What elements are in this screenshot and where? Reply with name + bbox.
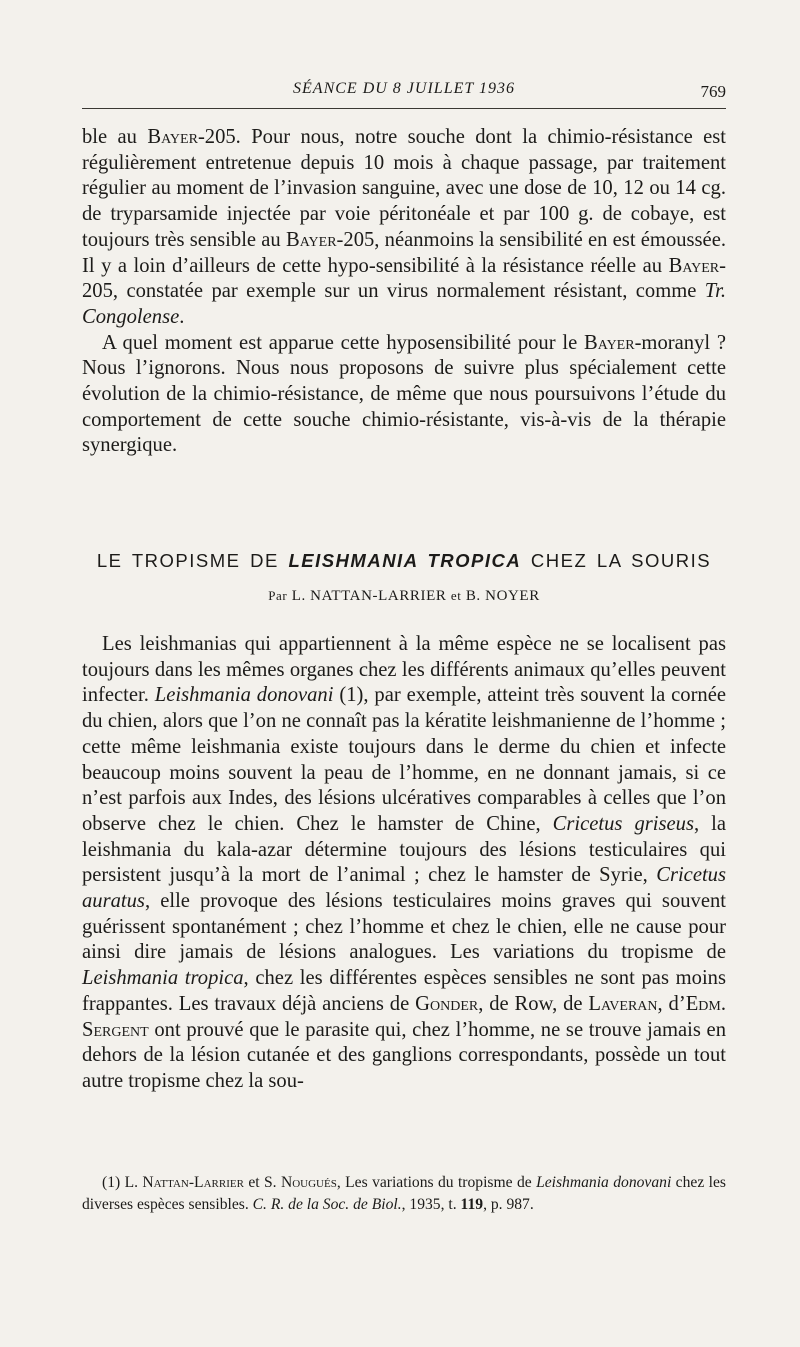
author: B. NOYER — [465, 588, 540, 604]
article-body — [82, 632, 726, 1095]
footnote: (1) L. Nattan-Larrier et S. Nougués, Les variations du tropisme de Leishmania donovani chez les diverses espèces sensibles. C. R. de la Soc. de Biol., 1935, t. 119, p. 987. — [82, 1174, 726, 1213]
continued-text — [82, 125, 726, 459]
byline: Par L. NATTAN-LARRIER et B. NOYER — [268, 588, 540, 604]
running-title: SÉANCE DU 8 JUILLET 1936 — [293, 80, 515, 97]
running-header — [82, 80, 726, 109]
article-title: LE TROPISME DE LEISHMANIA TROPICA CHEZ LA SOURIS — [96, 550, 712, 571]
page-number: 769 — [700, 82, 726, 101]
paragraph: Les leishmanias qui appartiennent à la même espèce ne se localisent pas toujours dans les mêmes organes chez les différents animaux qu’elles peuvent infecter. Leishmania donovani (1), par exemple, atteint très souvent la cornée du chien, alors que l’on ne connaît pas la kératite leishmanienne de l’homme ; cette même leishmania existe toujours dans le derme du chien et infecte beaucoup moins souvent la peau de l’homme, en ne donnant jamais, si ce n’est parfois aux Indes, des lésions ulcératives comparables à celles que l’on observe chez le chien. Chez le hamster de Chine, Cricetus griseus, la leishmania du kala-azar détermine toujours des lésions testiculaires qui persistent jusqu’à la mort de l’animal ; chez le hamster de Syrie, Cricetus auratus, elle provoque des lésions testiculaires moins graves qui souvent guérissent spontanément ; chez l’homme et chez le chien, elle ne cause pour ainsi dire jamais de lésions analogues. Les variations du tropisme de Leishmania tropica, chez les différentes espèces sensibles ne sont pas moins frappantes. Les travaux déjà anciens de Gonder, de Row, de Laveran, d’Edm. Sergent ont prouvé que le parasite qui, chez l’homme, ne se trouve jamais en dehors de la lésion cutanée et des ganglions correspondants, possède un tout autre tropisme chez la sou- — [82, 633, 726, 1092]
author: L. NATTAN-LARRIER — [291, 588, 447, 604]
paragraph: ble au Bayer-205. Pour nous, notre souche dont la chimio-résistance est régulièrement entretenue depuis 10 mois à chaque passage, par traitement régulier au moment de l’invasion sanguine, avec une dose de 10, 12 ou 14 cg. de tryparsamide injectée par voie péritonéale et par 100 g. de cobaye, est toujours très sensible au Bayer-205, néanmoins la sensibilité en est émoussée. Il y a loin d’ailleurs de cette hypo-sensibilité à la résistance réelle au Bayer-205, constatée par exemple sur un virus normalement résistant, comme Tr. Congolense. — [82, 126, 726, 328]
paragraph: A quel moment est apparue cette hyposensibilité pour le Bayer-moranyl ? Nous l’ignorons. Nous nous proposons de suivre plus spécialement cette évolution de la chimio-résistance, de même que nous poursuivons l’étude du comportement de cette souche chimio-résistante, vis-à-vis de la thérapie synergique. — [82, 331, 726, 457]
